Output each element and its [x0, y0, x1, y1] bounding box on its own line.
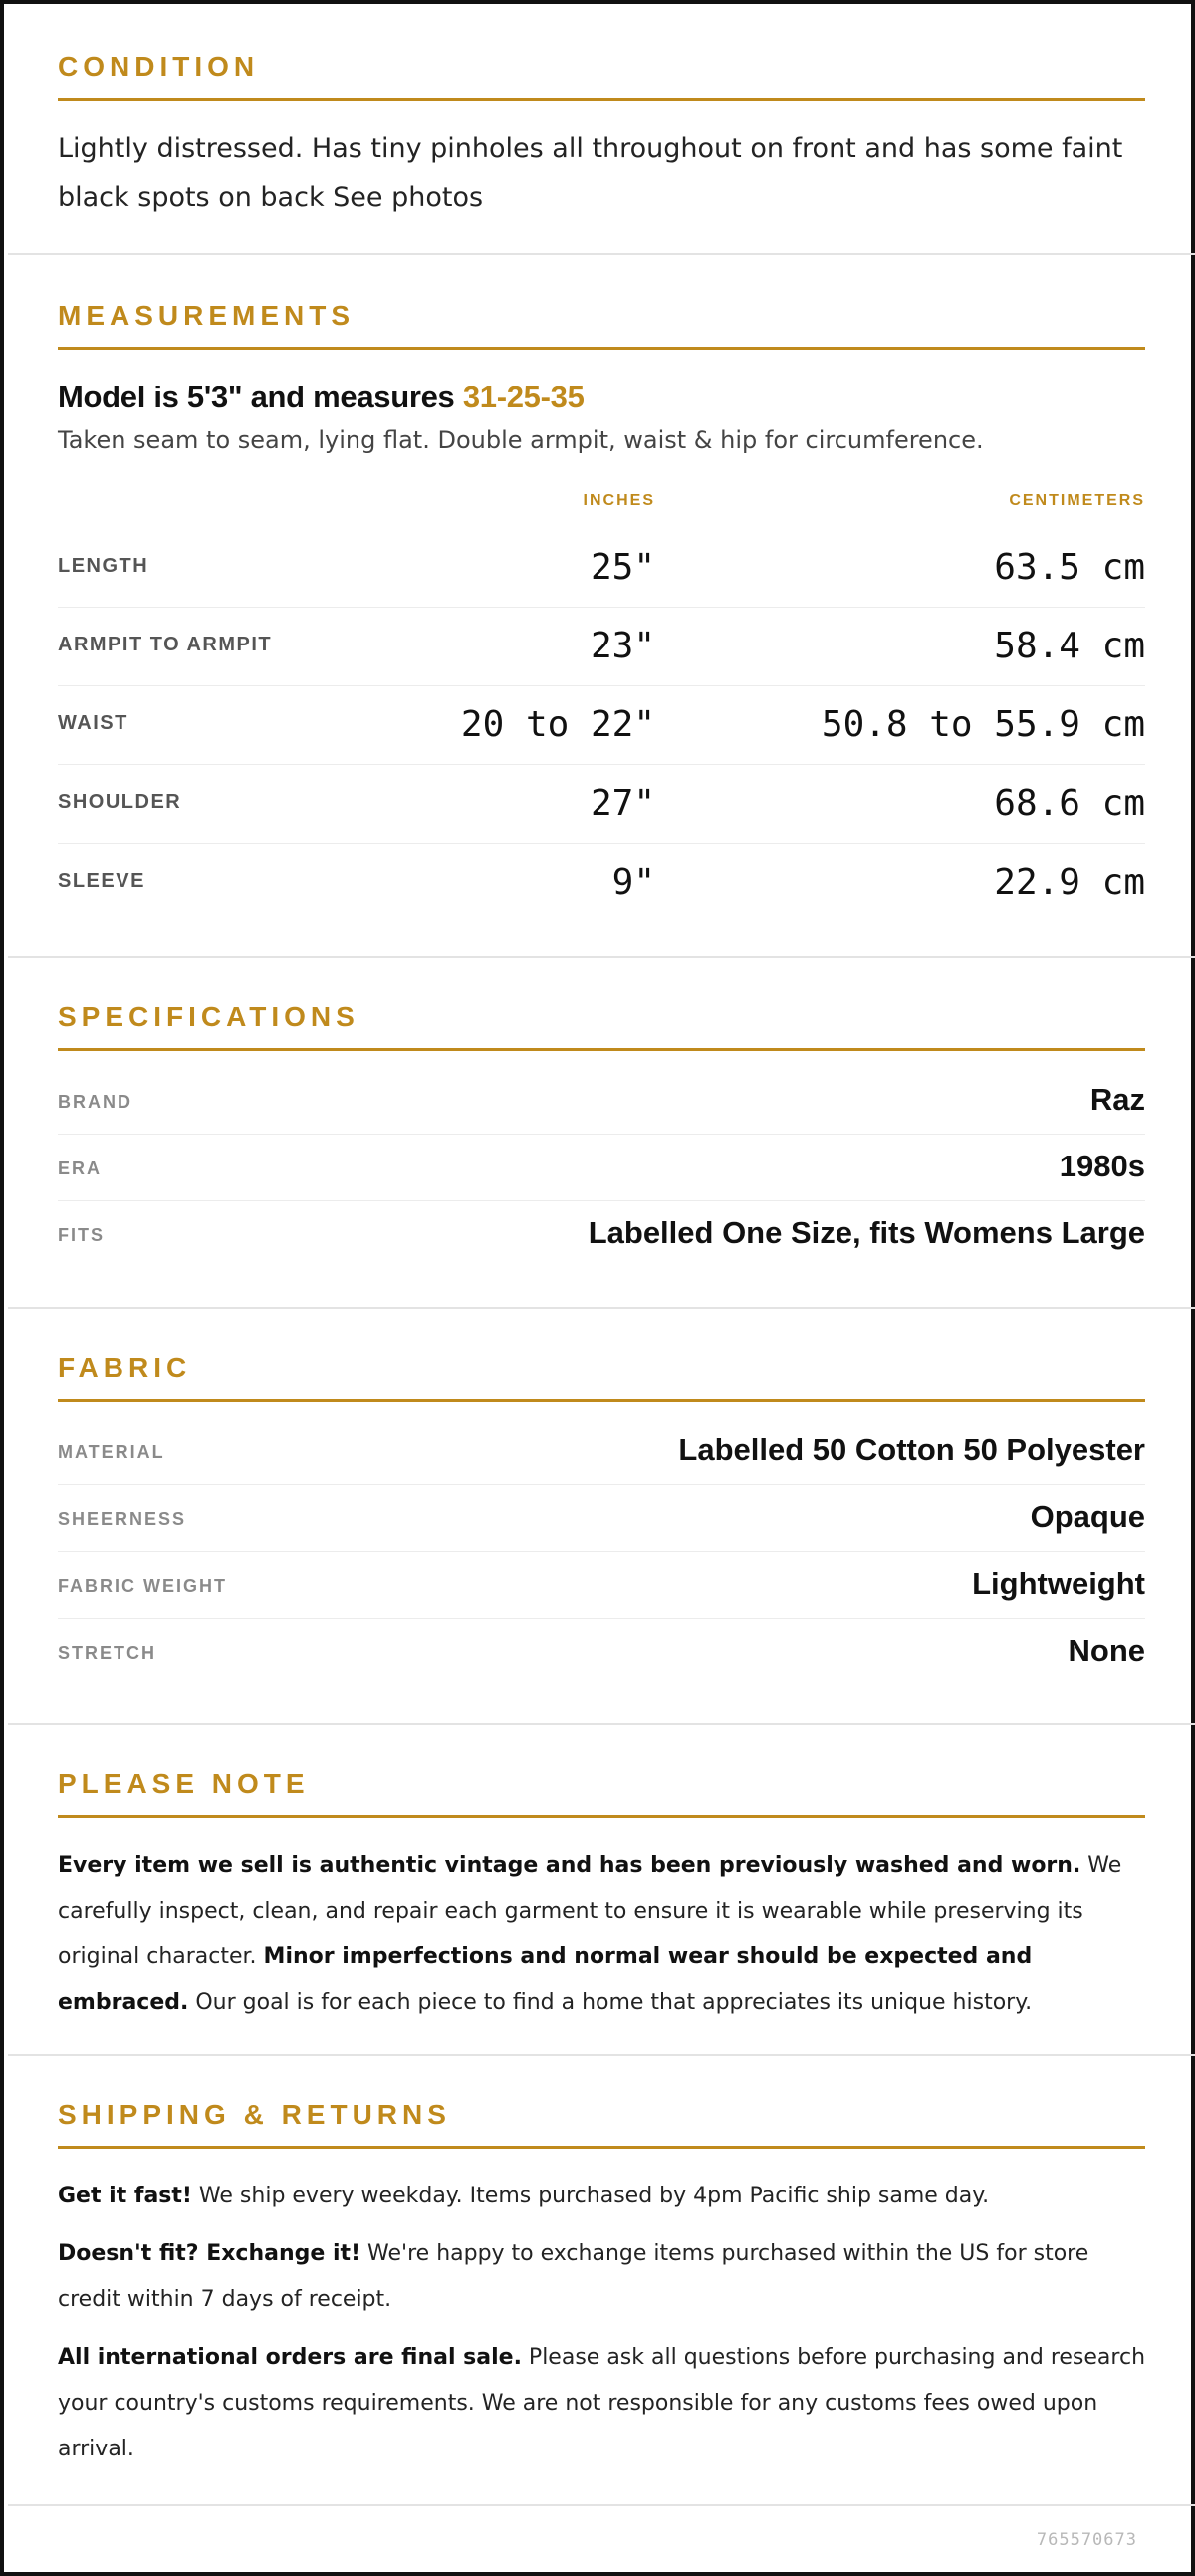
fabric-row-weight — [58, 1552, 1145, 1619]
measurement-cm: 58.4 cm — [994, 626, 1145, 666]
shipping-section — [8, 2056, 1195, 2506]
measurement-label: SHOULDER — [58, 791, 182, 813]
fabric-row-stretch — [58, 1619, 1145, 1685]
measurement-label: SLEEVE — [58, 870, 145, 892]
shipping-text-3: Please ask all questions before purchasing and research your country's customs requirements. We are not responsible for any customs fees owed upon arrival. — [58, 2345, 1146, 2461]
measurements-subtitle: Taken seam to seam, lying flat. Double armpit, waist & hip for circumference. — [58, 426, 984, 454]
spec-value: Labelled One Size, fits Womens Large — [588, 1215, 1145, 1250]
measurement-row-length — [58, 529, 1145, 608]
note-bold-1: Every item we sell is authentic vintage and has been previously washed and worn. — [58, 1853, 1081, 1878]
specifications-section — [8, 958, 1195, 1309]
shipping-bold-1: Get it fast! — [58, 2184, 192, 2208]
fabric-value: Labelled 50 Cotton 50 Polyester — [678, 1432, 1145, 1467]
spec-value: Raz — [1089, 1082, 1145, 1117]
measurement-cm: 22.9 cm — [994, 862, 1145, 902]
shipping-para-3 — [58, 2335, 1145, 2472]
measurement-row-waist — [58, 686, 1145, 765]
model-measures: 31-25-35 — [462, 380, 585, 414]
measurement-inches: 23" — [590, 626, 655, 666]
measurement-label: ARMPIT TO ARMPIT — [58, 634, 273, 655]
fabric-label: STRETCH — [58, 1643, 156, 1663]
fabric-value: Lightweight — [972, 1566, 1145, 1601]
shipping-text-2: We're happy to exchange items purchased within the US for store credit within 7 days of receipt. — [58, 2241, 1089, 2312]
measurement-row-sleeve — [58, 844, 1145, 922]
spec-value: 1980s — [1059, 1149, 1145, 1183]
shipping-bold-2: Doesn't fit? Exchange it! — [58, 2241, 361, 2266]
measurement-label: WAIST — [58, 712, 128, 734]
measurement-cm: 68.6 cm — [994, 783, 1145, 824]
model-info — [58, 380, 585, 415]
measurement-cm: 63.5 cm — [994, 547, 1145, 588]
please-note-section — [8, 1725, 1195, 2056]
measurement-row-shoulder — [58, 765, 1145, 844]
measurement-row-armpit — [58, 608, 1145, 686]
spec-row-fits — [58, 1201, 1145, 1268]
note-text-1: We carefully inspect, clean, and repair each garment to ensure it is wearable while preserving its original character. — [58, 1853, 1122, 1969]
shipping-para-2 — [58, 2231, 1145, 2323]
fabric-label: FABRIC WEIGHT — [58, 1576, 227, 1596]
fabric-row-sheerness — [58, 1485, 1145, 1552]
condition-text: Lightly distressed. Has tiny pinholes all throughout on front and has some faint black spots on back See photos — [58, 133, 1123, 213]
measurements-section — [8, 255, 1195, 958]
measurement-inches: 25" — [590, 547, 655, 588]
condition-section — [8, 4, 1195, 255]
shipping-bold-3: All international orders are final sale. — [58, 2345, 522, 2370]
shipping-para-1 — [58, 2174, 1145, 2219]
fabric-heading: FABRIC — [58, 1351, 1145, 1402]
shipping-text-1: We ship every weekday. Items purchased by 4pm Pacific ship same day. — [191, 2184, 990, 2208]
note-text-2: Our goal is for each piece to find a home that appreciates its unique history. — [188, 1990, 1033, 2015]
measurement-inches: 9" — [611, 862, 655, 902]
please-note-heading: PLEASE NOTE — [58, 1767, 1145, 1818]
spec-label: FITS — [58, 1225, 105, 1245]
fabric-label: MATERIAL — [58, 1442, 165, 1462]
fabric-value: Opaque — [1030, 1499, 1145, 1534]
inches-column-header: INCHES — [583, 492, 655, 509]
measurement-cm: 50.8 to 55.9 cm — [821, 704, 1145, 745]
spec-label: BRAND — [58, 1092, 132, 1112]
measurement-inches: 20 to 22" — [460, 704, 655, 745]
condition-heading: CONDITION — [58, 50, 1145, 101]
note-bold-2: Minor imperfections and normal wear should be expected and embraced. — [58, 1944, 1033, 2015]
specifications-heading: SPECIFICATIONS — [58, 1000, 1145, 1051]
please-note-text — [58, 1843, 1145, 2026]
spec-label: ERA — [58, 1159, 103, 1178]
shipping-heading: SHIPPING & RETURNS — [58, 2098, 1145, 2149]
fabric-value: None — [1068, 1633, 1145, 1668]
spec-row-era — [58, 1135, 1145, 1201]
fabric-row-material — [58, 1418, 1145, 1485]
spec-row-brand — [58, 1068, 1145, 1135]
fabric-section — [8, 1309, 1195, 1725]
measurement-inches: 27" — [590, 783, 655, 824]
measurements-heading: MEASUREMENTS — [58, 299, 1145, 350]
centimeters-column-header: CENTIMETERS — [1009, 492, 1145, 509]
measurement-label: LENGTH — [58, 555, 149, 577]
item-id: 765570673 — [1036, 2530, 1137, 2550]
model-prefix: Model is 5'3" and measures — [58, 380, 463, 414]
fabric-label: SHEERNESS — [58, 1509, 187, 1529]
